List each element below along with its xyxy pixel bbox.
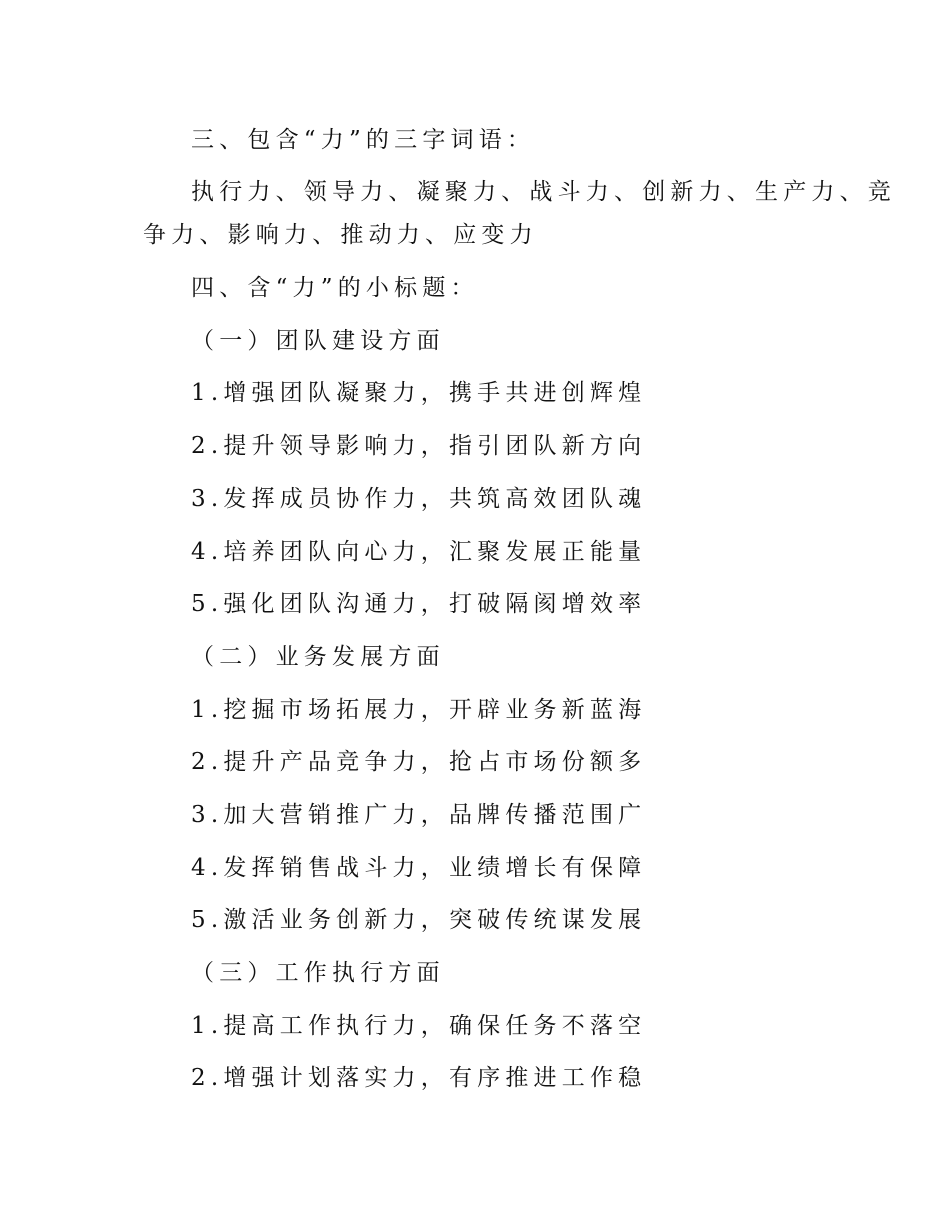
list-item: 4.培养团队向心力，汇聚发展正能量 xyxy=(191,539,647,565)
subsection-heading-business: （二）业务发展方面 xyxy=(191,644,445,670)
list-item: 2.增强计划落实力，有序推进工作稳 xyxy=(191,1065,647,1091)
list-item: 3.加大营销推广力，品牌传播范围广 xyxy=(191,802,647,828)
list-item: 4.发挥销售战斗力，业绩增长有保障 xyxy=(191,855,647,881)
section-three-words-line-2: 争力、影响力、推动力、应变力 xyxy=(143,222,538,248)
list-item: 5.强化团队沟通力，打破隔阂增效率 xyxy=(191,591,647,617)
list-item: 1.增强团队凝聚力，携手共进创辉煌 xyxy=(191,380,647,406)
section-four-heading: 四、含“力”的小标题： xyxy=(191,275,479,301)
list-item: 1.提高工作执行力，确保任务不落空 xyxy=(191,1013,647,1039)
list-item: 1.挖掘市场拓展力，开辟业务新蓝海 xyxy=(191,697,647,723)
subsection-heading-team: （一）团队建设方面 xyxy=(191,328,445,354)
subsection-heading-execution: （三）工作执行方面 xyxy=(191,960,445,986)
list-item: 2.提升领导影响力，指引团队新方向 xyxy=(191,433,647,459)
section-three-heading: 三、包含“力”的三字词语： xyxy=(191,127,536,153)
section-three-words-line-1: 执行力、领导力、凝聚力、战斗力、创新力、生产力、竞 xyxy=(191,179,896,205)
list-item: 5.激活业务创新力，突破传统谋发展 xyxy=(191,907,647,933)
list-item: 3.发挥成员协作力，共筑高效团队魂 xyxy=(191,486,647,512)
list-item: 2.提升产品竞争力，抢占市场份额多 xyxy=(191,749,647,775)
